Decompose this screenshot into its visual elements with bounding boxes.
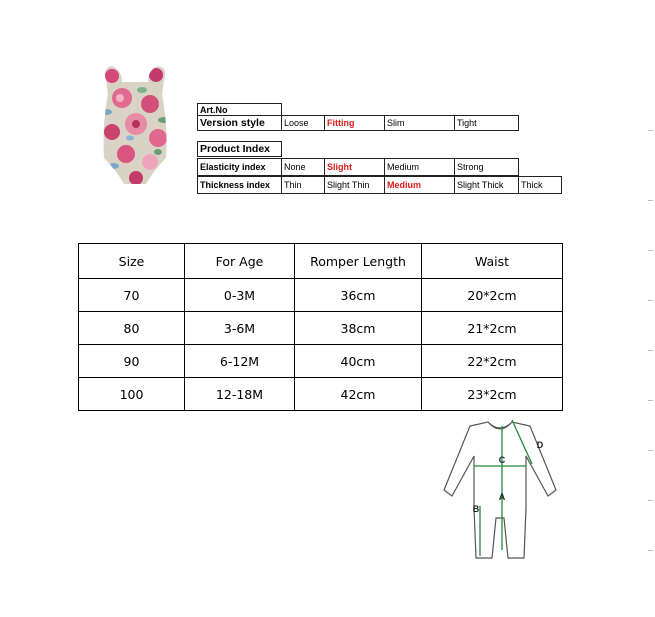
table-row [79,378,563,411]
thickness-option-slight-thick: Slight Thick [454,176,519,194]
cell-age: 3-6M [185,312,295,345]
edge-tick [648,250,653,251]
size-table-header-row [79,244,563,279]
art-no-label: Art.No [197,103,282,116]
edge-tick [648,300,653,301]
version-option-fitting: Fitting [324,115,385,131]
label-d: D [536,440,544,450]
cell-length: 36cm [295,279,422,312]
edge-tick [648,350,653,351]
label-c: C [498,455,506,465]
elasticity-option-none: None [281,158,325,176]
measurement-diagram [440,412,560,562]
header-for-age: For Age [185,244,295,279]
elasticity-label: Elasticity index [197,158,282,176]
cell-waist: 23*2cm [422,378,563,411]
cell-size: 80 [79,312,185,345]
header-waist: Waist [422,244,563,279]
thickness-option-thick: Thick [518,176,562,194]
version-option-tight: Tight [454,115,519,131]
version-option-slim: Slim [384,115,455,131]
thickness-option-thin: Thin [281,176,325,194]
cell-size: 90 [79,345,185,378]
cell-age: 0-3M [185,279,295,312]
label-b: B [472,504,480,514]
version-style-label: Version style [197,115,282,131]
edge-tick [648,550,653,551]
cell-length: 40cm [295,345,422,378]
cell-length: 38cm [295,312,422,345]
cell-age: 6-12M [185,345,295,378]
thickness-option-medium: Medium [384,176,455,194]
header-size: Size [79,244,185,279]
cell-age: 12-18M [185,378,295,411]
elasticity-option-slight: Slight [324,158,385,176]
label-a: A [498,492,506,502]
elasticity-option-strong: Strong [454,158,519,176]
edge-tick [648,450,653,451]
table-row [79,279,563,312]
thickness-option-slight-thin: Slight Thin [324,176,385,194]
cell-size: 70 [79,279,185,312]
edge-tick [648,500,653,501]
size-table [78,243,563,411]
elasticity-option-medium: Medium [384,158,455,176]
edge-tick [648,400,653,401]
thickness-label: Thickness index [197,176,282,194]
version-option-loose: Loose [281,115,325,131]
cell-size: 100 [79,378,185,411]
product-photo [92,66,178,186]
cell-length: 42cm [295,378,422,411]
edge-tick [648,130,653,131]
table-row [79,345,563,378]
cell-waist: 21*2cm [422,312,563,345]
header-romper-length: Romper Length [295,244,422,279]
table-row [79,312,563,345]
edge-tick [648,200,653,201]
cell-waist: 22*2cm [422,345,563,378]
cell-waist: 20*2cm [422,279,563,312]
product-index-label: Product Index [197,141,282,157]
